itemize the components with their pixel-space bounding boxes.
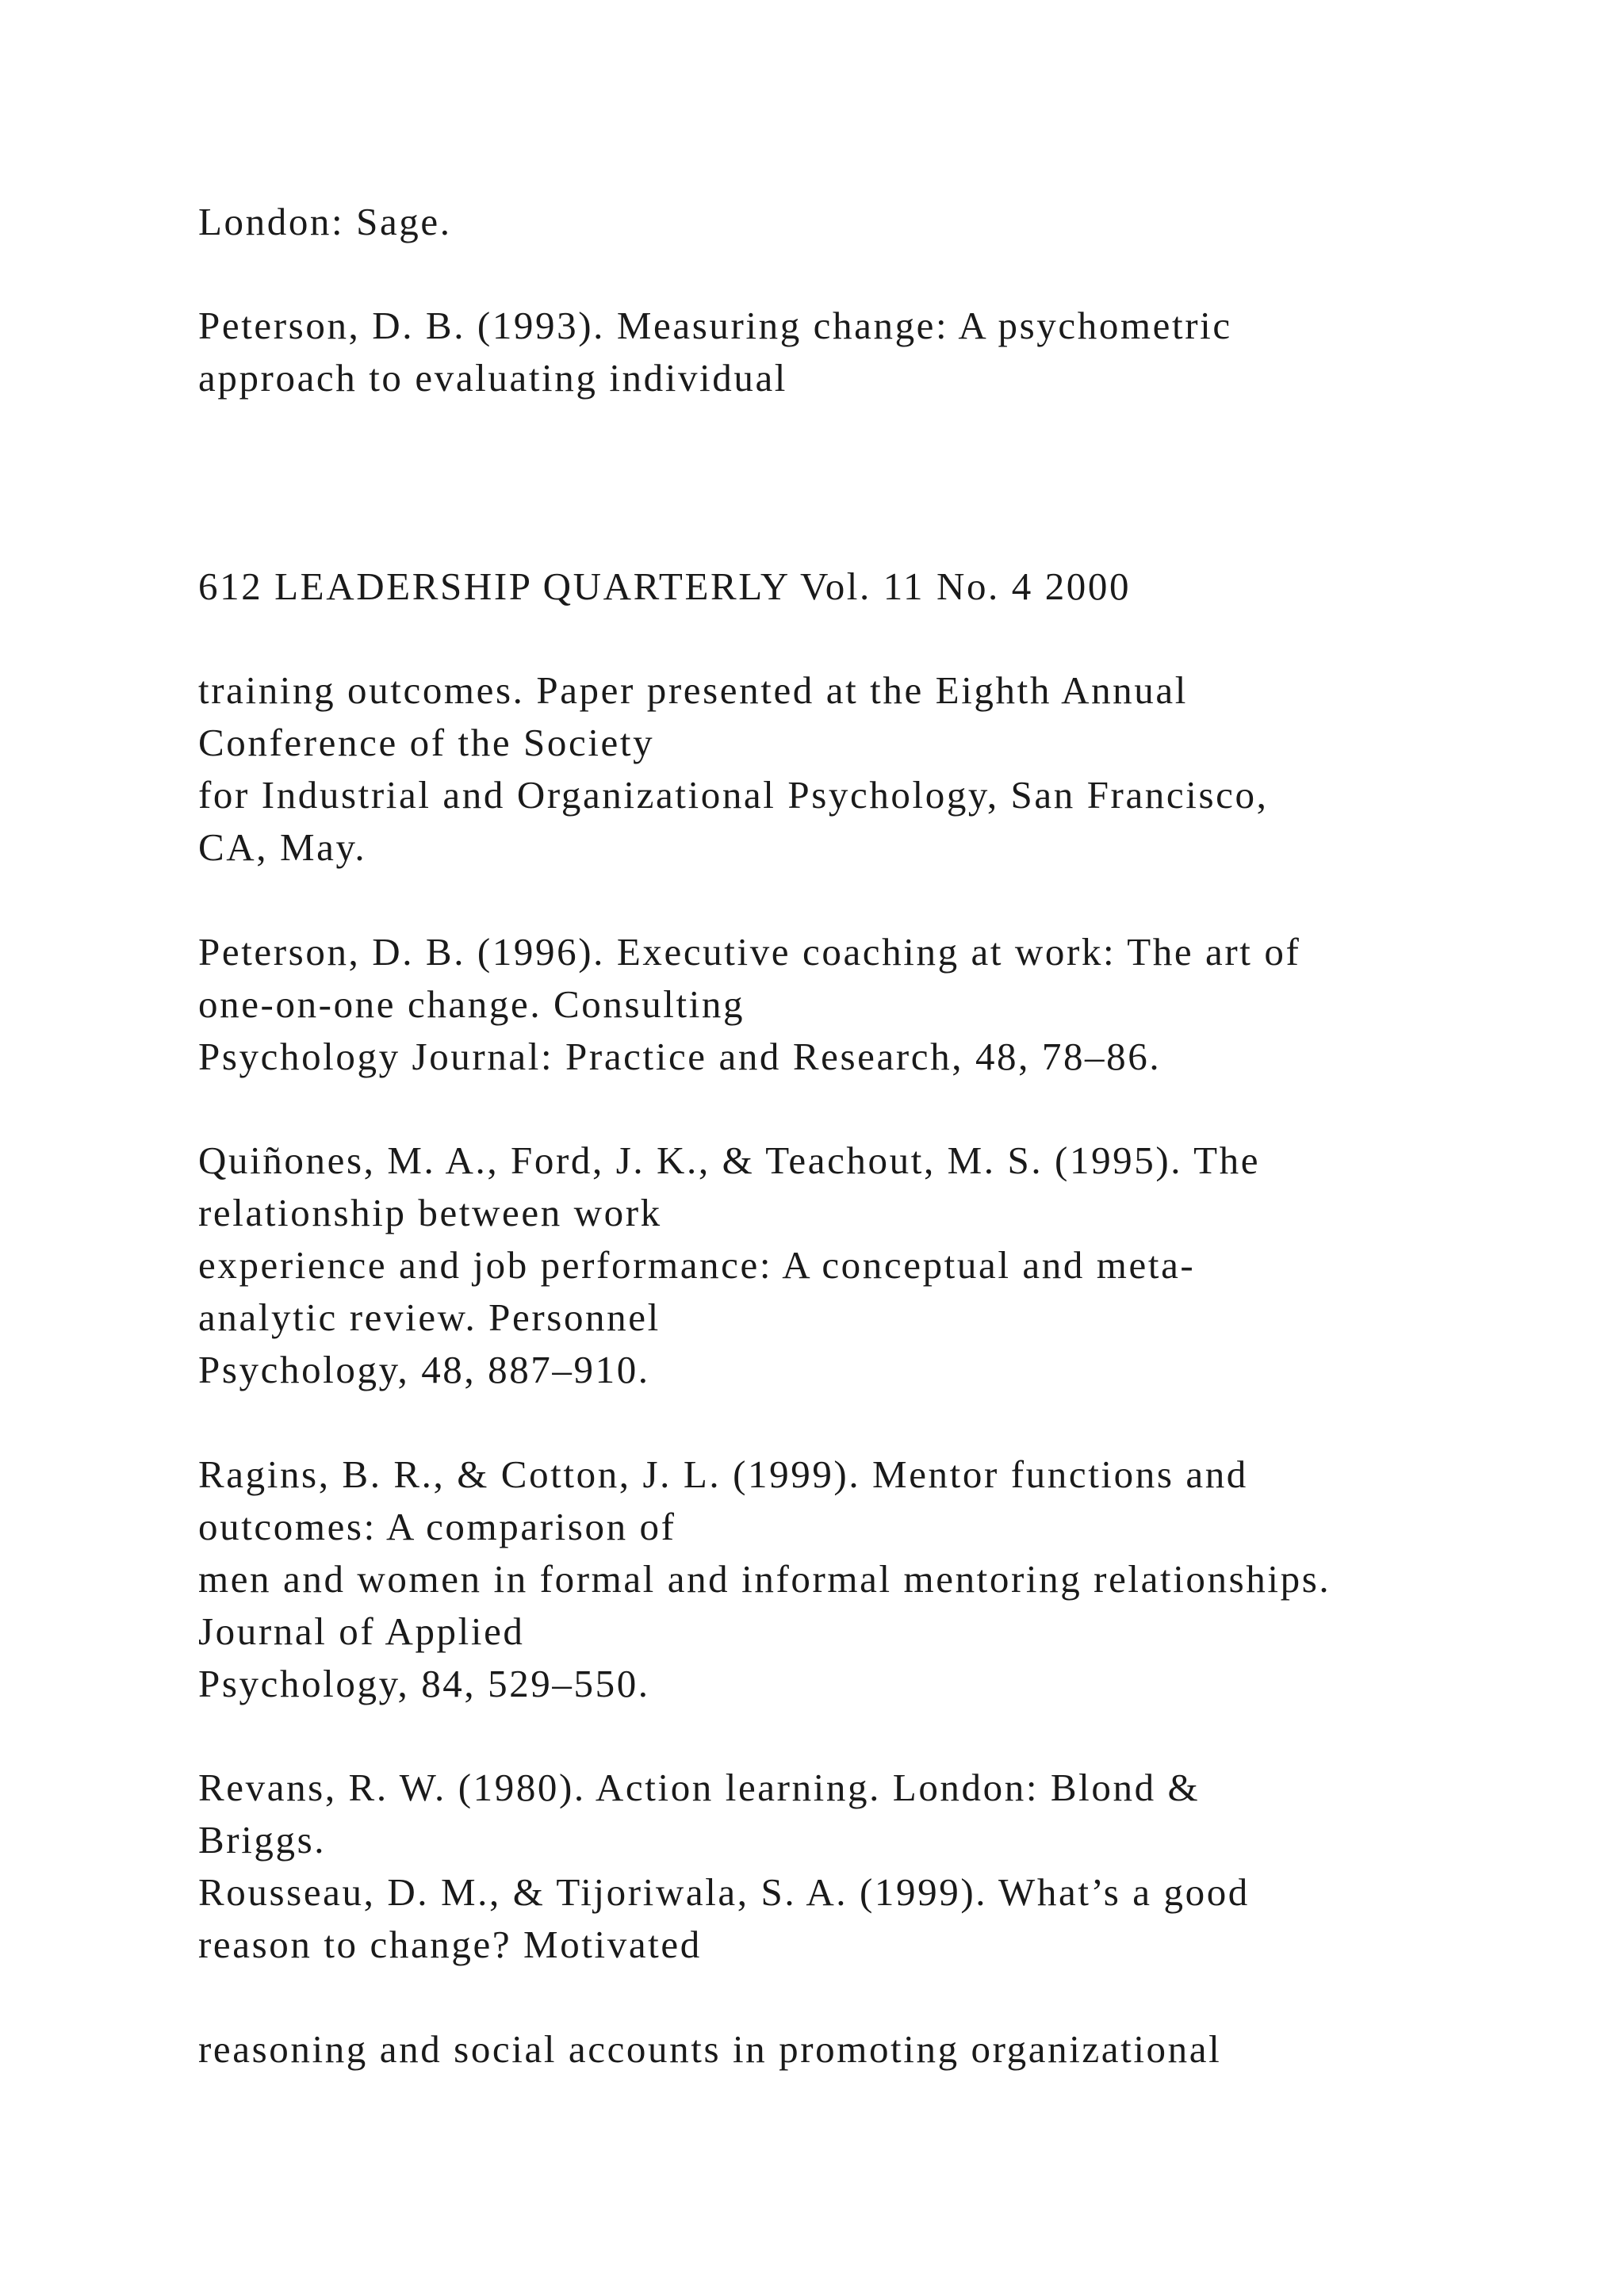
text-line: one-on-one change. Consulting [198,982,745,1026]
text-line: experience and job performance: A conceptual and meta- [198,1243,1196,1287]
text-line: Quiñones, M. A., Ford, J. K., & Teachout, M. S. (1995). The [198,1138,1261,1182]
text-line: relationship between work [198,1191,662,1234]
text-line: reason to change? Motivated [198,1923,702,1966]
text-line: Peterson, D. B. (1996). Executive coaching at work: The art of [198,930,1301,974]
text-line: London: Sage. [198,200,452,243]
text-line: Journal of Applied [198,1609,525,1653]
text-line: CA, May. [198,825,367,869]
text-line: Ragins, B. R., & Cotton, J. L. (1999). Mentor functions and [198,1452,1248,1496]
page-header: 612 LEADERSHIP QUARTERLY Vol. 11 No. 4 2000 [198,564,1132,608]
text-line: Psychology, 84, 529–550. [198,1662,650,1705]
text-line: for Industrial and Organizational Psychology, San Francisco, [198,773,1269,817]
text-line: Rousseau, D. M., & Tijoriwala, S. A. (1999). What’s a good [198,1870,1250,1914]
text-line: training outcomes. Paper presented at the Eighth Annual [198,668,1188,712]
text-line: men and women in formal and informal mentoring relationships. [198,1557,1331,1601]
text-line: outcomes: A comparison of [198,1505,676,1548]
text-line: Revans, R. W. (1980). Action learning. London: Blond & [198,1766,1201,1809]
text-line: reasoning and social accounts in promoting organizational [198,2027,1222,2071]
text-line: Peterson, D. B. (1993). Measuring change: A psychometric [198,304,1232,347]
text-line: Conference of the Society [198,721,655,764]
text-line: analytic review. Personnel [198,1295,661,1339]
text-line: approach to evaluating individual [198,356,788,400]
text-line: Psychology Journal: Practice and Research, 48, 78–86. [198,1035,1162,1078]
text-line: Briggs. [198,1818,327,1862]
text-line: Psychology, 48, 887–910. [198,1348,650,1391]
